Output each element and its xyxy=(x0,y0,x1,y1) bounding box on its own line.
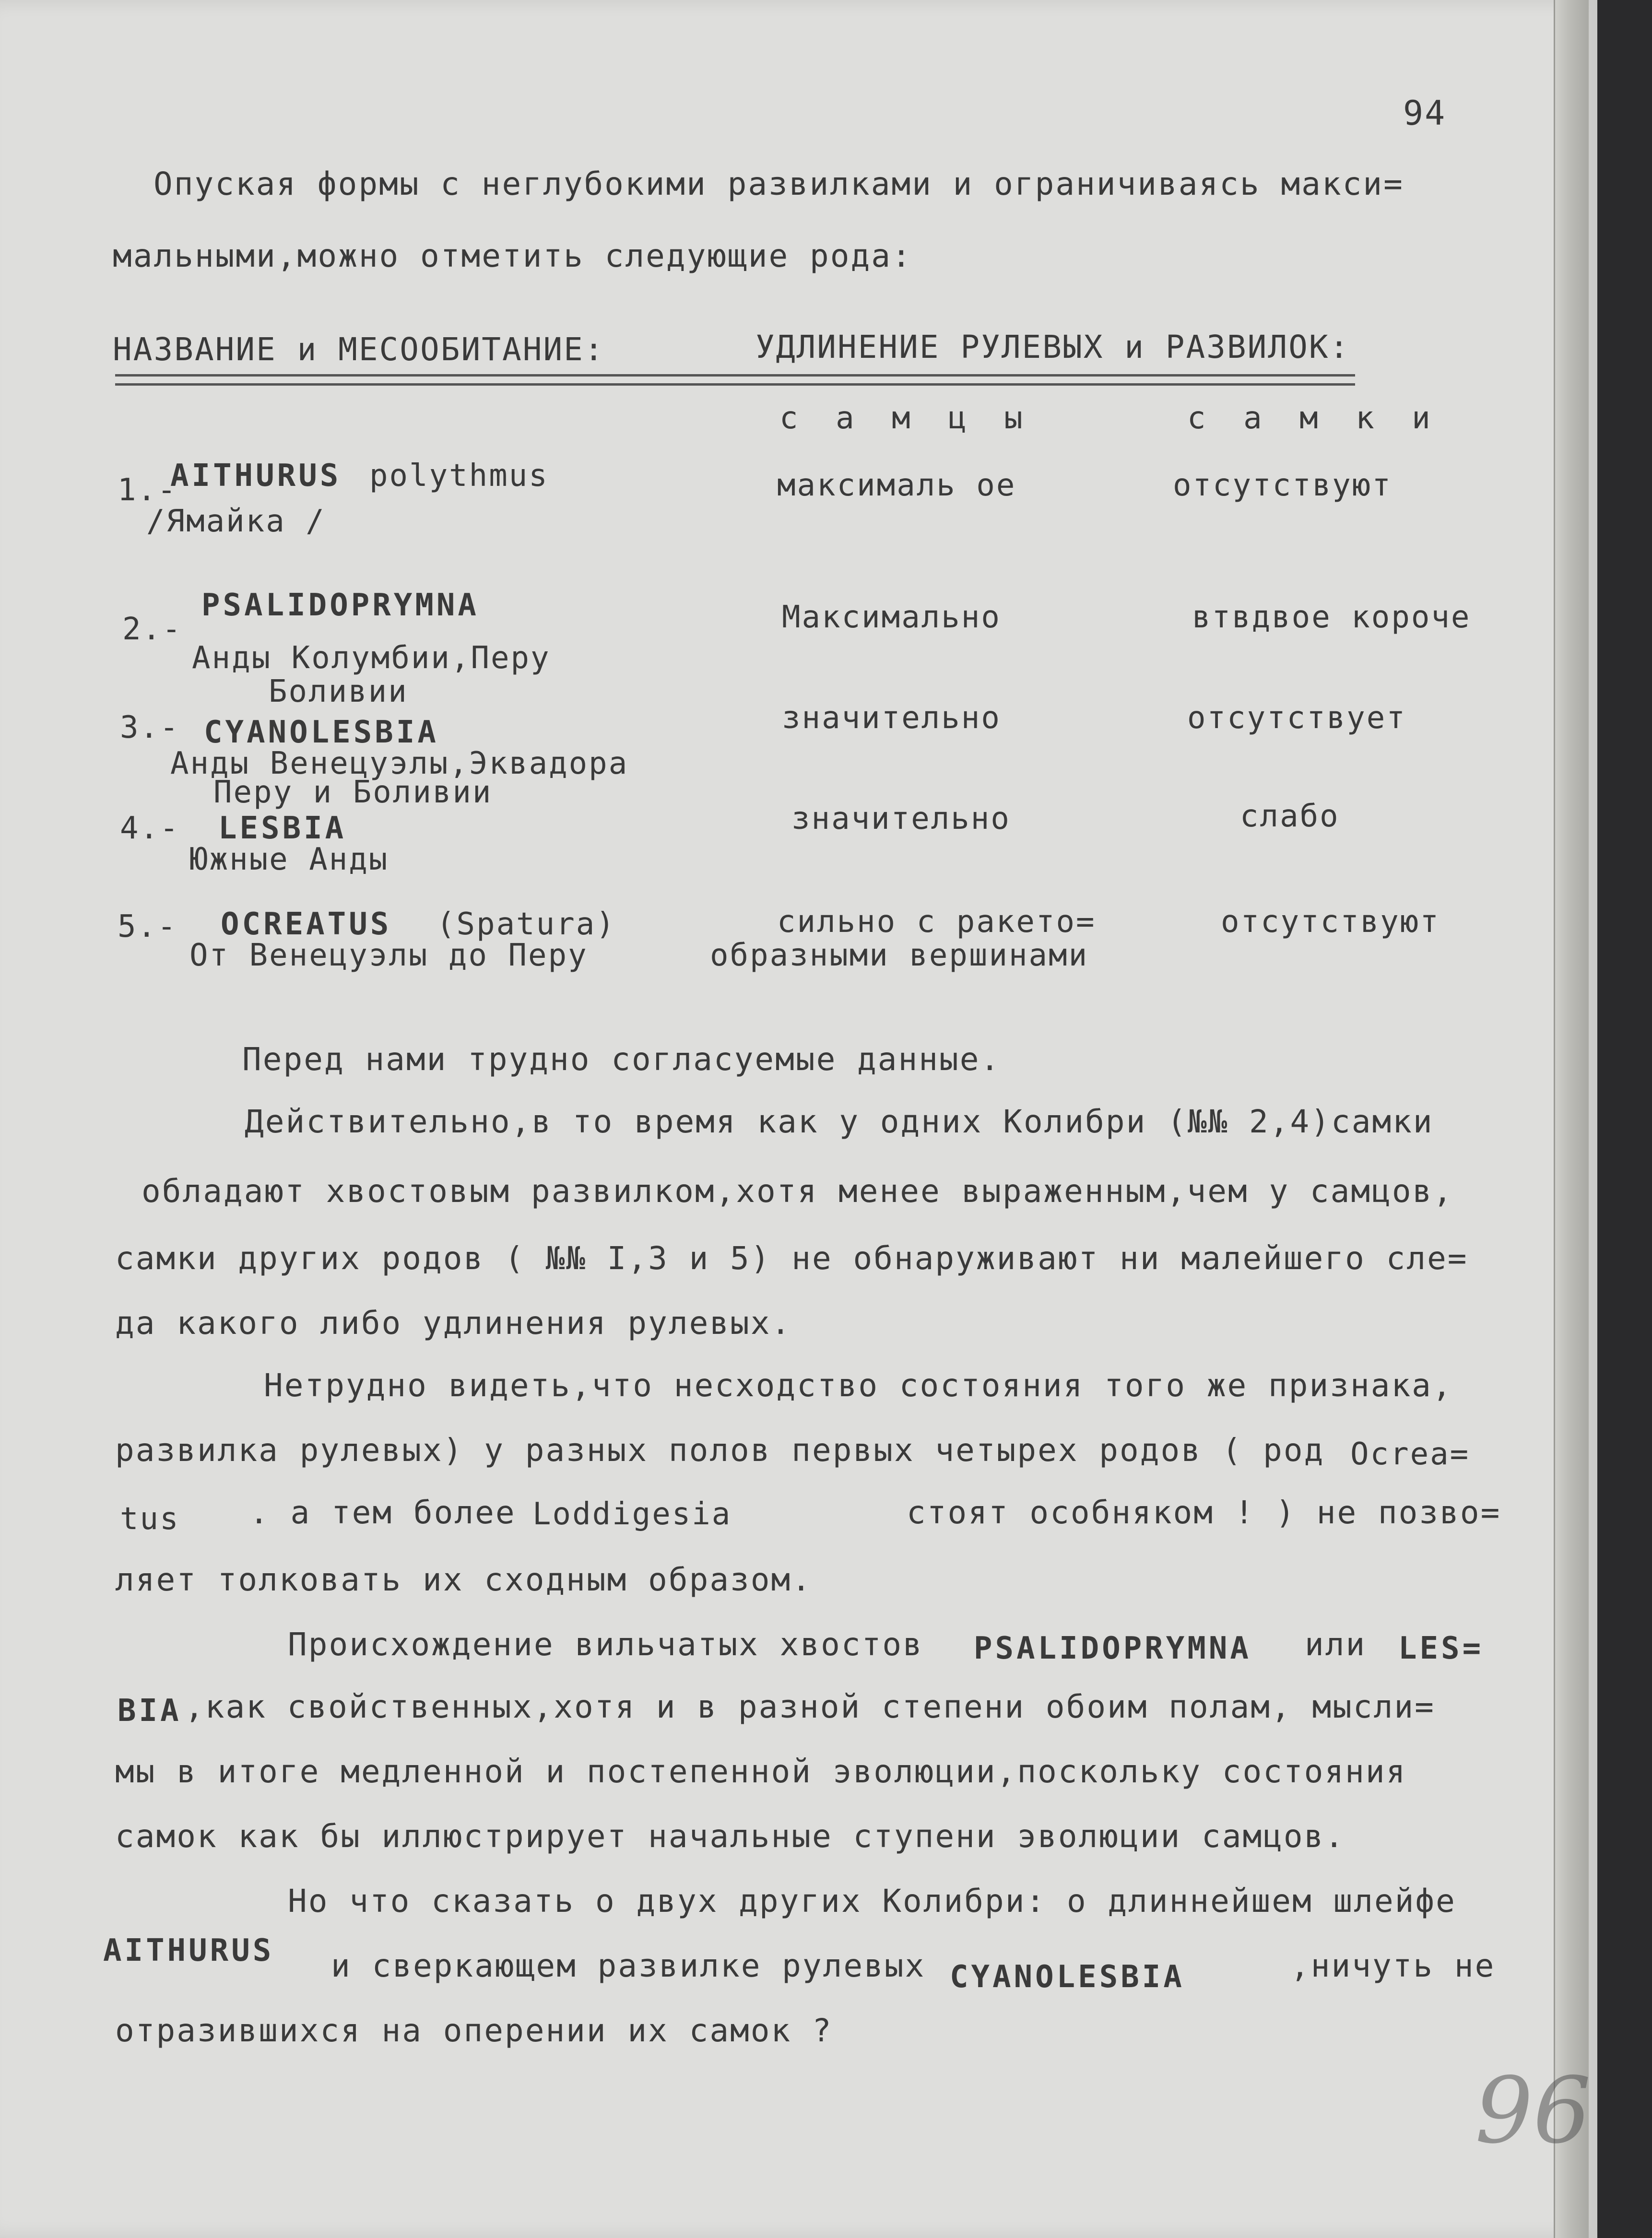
paragraph-5-line: ,ничуть не xyxy=(1290,1947,1496,1984)
row-female: втвдвое короче xyxy=(1192,600,1471,635)
row-range: Анды Колумбии,Перу xyxy=(192,640,551,676)
page-number: 94 xyxy=(1403,94,1447,133)
table-col2-header: УДЛИНЕНИЕ РУЛЕВЫХ и РАЗВИЛОК: xyxy=(755,329,1350,365)
row-male: максималь ое xyxy=(777,468,1016,503)
paragraph-3-line: ляет толковать их сходным образом. xyxy=(115,1561,813,1598)
row-male: сильно с ракето= xyxy=(777,904,1096,940)
handwritten-archive-number: 96 xyxy=(1475,2058,1591,2164)
paragraph-4-line: или xyxy=(1305,1626,1367,1663)
paragraph-4-line: самок как бы иллюстрирует начальные ступени эволюции самцов. xyxy=(115,1818,1345,1855)
row-range: Южные Анды xyxy=(189,842,389,877)
paragraph-2-line: обладают хвостовым развилком,хотя менее выраженным,чем у самцов, xyxy=(142,1173,1454,1210)
row-range: Анды Венецуэлы,Эквадора xyxy=(170,746,629,781)
latin-ocreatus: Ocrea= xyxy=(1350,1437,1470,1472)
table-row-num: 5.- xyxy=(118,909,177,944)
page-edge xyxy=(1554,0,1589,2238)
row-female: отсутствуют xyxy=(1221,904,1440,940)
intro-line-2: мальными,можно отметить следующие рода: xyxy=(113,237,912,274)
row-range: От Венецуэлы до Перу xyxy=(189,938,588,973)
row-male: значительно xyxy=(791,801,1011,836)
latin-psalidoprymna: PSALIDOPRYMNA xyxy=(974,1631,1251,1666)
row-range: Боливии xyxy=(269,674,408,709)
row-female: отсутствуют xyxy=(1173,468,1392,503)
row-species: (Spatura) xyxy=(437,907,616,942)
paragraph-2-line: да какого либо удлинения рулевых. xyxy=(115,1305,792,1342)
row-genus: CYANOLESBIA xyxy=(204,715,439,750)
latin-lesbia-part1: LES= xyxy=(1398,1631,1484,1666)
paragraph-3-line: Нетрудно видеть,что несходство состояния того же признака, xyxy=(264,1367,1453,1404)
table-row-num: 4.- xyxy=(120,811,180,846)
latin-cyanolesbia: CYANOLESBIA xyxy=(950,1959,1185,1995)
paragraph-5-line: отразившихся на оперении их самок ? xyxy=(115,2012,833,2049)
row-male-cont: образными вершинами xyxy=(710,938,1089,973)
latin-lesbia-part2: BIA xyxy=(118,1693,182,1729)
paragraph-5-line: Но что сказать о двух других Колибри: о длиннейшем шлейфе xyxy=(288,1883,1456,1920)
row-species: polythmus xyxy=(369,458,549,494)
paragraph-3-line: развилка рулевых) у разных полов первых четырех родов ( род xyxy=(115,1432,1325,1469)
row-female: отсутствует xyxy=(1187,700,1406,736)
paragraph-2-line: Действительно,в то время как у одних Колибри (№№ 2,4)самки xyxy=(245,1103,1434,1140)
row-range: /Ямайка / xyxy=(146,504,326,539)
paragraph-1: Перед нами трудно согласуемые данные. xyxy=(242,1041,1001,1078)
paragraph-2-line: самки других родов ( №№ I,3 и 5) не обнаруживают ни малейшего сле= xyxy=(115,1240,1468,1277)
latin-aithurus: AITHURUS xyxy=(103,1933,274,1968)
paragraph-4-line: Происхождение вильчатых хвостов xyxy=(288,1626,923,1663)
paragraph-3-line: tus xyxy=(120,1501,180,1537)
paragraph-4-line: мы в итоге медленной и постепенной эволюции,поскольку состояния xyxy=(115,1753,1407,1790)
row-female: слабо xyxy=(1240,799,1340,834)
row-genus: OCREATUS xyxy=(221,907,392,942)
latin-loddigesia: Loddigesia xyxy=(532,1496,732,1532)
row-male: значительно xyxy=(782,700,1001,736)
male-header: с а м ц ы xyxy=(779,400,1032,436)
row-genus: AITHURUS xyxy=(170,458,342,494)
row-genus: PSALIDOPRYMNA xyxy=(201,588,479,623)
intro-line-1: Опуская формы с неглубокими развилками и ограничиваясь макси= xyxy=(153,165,1404,202)
paragraph-4-line: ,как свойственных,хотя и в разной степени обоим полам, мысли= xyxy=(185,1688,1435,1725)
table-row-num: 1.- xyxy=(118,472,177,508)
row-genus: LESBIA xyxy=(218,811,347,846)
paragraph-5-line: и сверкающем развилке рулевых xyxy=(331,1947,926,1984)
table-double-rule xyxy=(115,374,1355,386)
row-male: Максимально xyxy=(782,600,1001,635)
paragraph-3-line: . а тем более xyxy=(249,1494,516,1531)
female-header: с а м к и xyxy=(1187,400,1440,436)
paragraph-3-line: стоят особняком ! ) не позво= xyxy=(907,1494,1501,1531)
table-row-num: 3.- xyxy=(120,710,180,745)
table-col1-header: НАЗВАНИЕ и МЕСООБИТАНИЕ: xyxy=(113,331,605,368)
table-row-num: 2.- xyxy=(122,612,182,647)
row-range: Перу и Боливии xyxy=(213,775,493,810)
